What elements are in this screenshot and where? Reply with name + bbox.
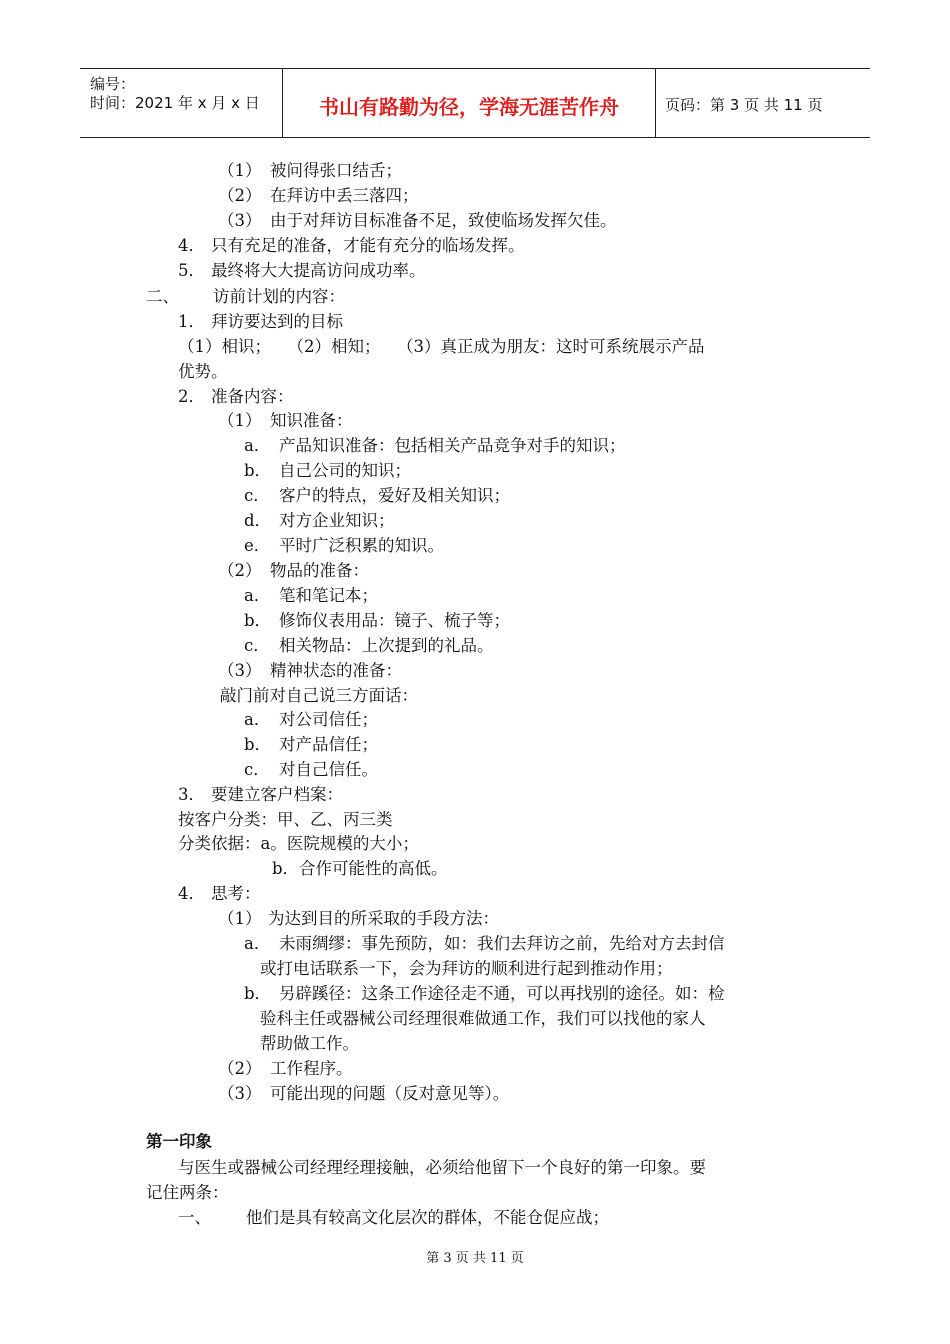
item-marker: 一、 (178, 1208, 211, 1227)
item-marker: （3） (218, 661, 262, 680)
item-text: 对方企业知识； (279, 511, 395, 530)
item-text: 拜访要达到的目标 (211, 312, 343, 331)
body-line (272, 858, 448, 880)
body-line (244, 635, 494, 657)
item-text: 对产品信任； (279, 735, 378, 754)
item-text: 相关物品：上次提到的礼品。 (279, 636, 494, 655)
item-text: 自己公司的知识； (279, 461, 411, 480)
item-marker: a． (244, 710, 271, 729)
item-text: 修饰仪表用品：镜子、梳子等； (279, 611, 510, 630)
item-text: 平时广泛积累的知识。 (279, 536, 444, 555)
body-line (244, 610, 510, 632)
body-line (220, 685, 418, 707)
item-marker: （3） (218, 1084, 262, 1103)
body-line (244, 585, 378, 607)
item-marker: 1． (178, 312, 205, 331)
body-line (244, 734, 378, 756)
body-line (178, 235, 525, 257)
header-right-cell (656, 69, 870, 137)
body-line (218, 410, 353, 432)
body-line (244, 485, 510, 507)
body-line (178, 1207, 609, 1229)
body-line (178, 361, 228, 383)
item-text: 在拜访中丢三落四； (270, 186, 419, 205)
item-text: 验科主任或器械公司经理很难做通工作，我们可以找他的家人 (260, 1009, 706, 1028)
body-line (178, 833, 419, 855)
item-marker: b． (244, 735, 272, 754)
item-text: 按客户分类：甲、乙、丙三类 (178, 810, 393, 829)
document-date: 时间：2021 年 x 月 x 日 (90, 94, 260, 112)
item-text: 对自己信任。 (279, 760, 378, 779)
item-marker: b． (244, 611, 272, 630)
body-line (178, 311, 343, 333)
body-line (218, 1058, 353, 1080)
item-text: 产品知识准备：包括相关产品竞争对手的知识； (279, 436, 626, 455)
body-line (178, 784, 343, 806)
body-line (178, 386, 294, 408)
item-marker: （1） (218, 411, 262, 430)
item-text: 帮助做工作。 (260, 1034, 359, 1053)
body-line (260, 1008, 706, 1030)
item-text: 或打电话联系一下，会为拜访的顺利进行起到推动作用； (260, 959, 673, 978)
item-text: 要建立客户档案： (211, 785, 343, 804)
body-line (218, 1083, 509, 1105)
body-line (218, 908, 499, 930)
document-number-label: 编号： (90, 75, 136, 93)
item-marker: b． (244, 461, 272, 480)
body-line (178, 883, 261, 905)
item-marker: 3． (178, 785, 205, 804)
header-page-info: 页码：第 3 页 共 11 页 (665, 96, 823, 114)
item-marker: （1） (218, 909, 262, 928)
item-marker: （2） (218, 1059, 262, 1078)
body-line (178, 260, 426, 282)
body-line (146, 1182, 229, 1204)
item-text: 可能出现的问题（反对意见等）。 (270, 1084, 510, 1103)
body-line (244, 535, 444, 557)
body-line (218, 160, 402, 182)
body-line (244, 435, 626, 457)
page-header (80, 68, 870, 138)
header-motto: 书山有路勤为径，学海无涯苦作舟 (319, 95, 619, 119)
body-line (218, 560, 369, 582)
item-text: 与医生或器械公司经理经理接触，必须给他留下一个良好的第一印象。要 (178, 1158, 706, 1177)
section-marker: 二、 (146, 287, 179, 306)
item-marker: c． (244, 636, 270, 655)
item-marker: a． (244, 934, 271, 953)
body-line (244, 759, 378, 781)
body-line (244, 709, 378, 731)
item-marker: （3） (218, 211, 262, 230)
item-text: 只有充足的准备，才能有充分的临场发挥。 (211, 236, 525, 255)
header-middle-cell (283, 69, 656, 137)
item-marker: 5． (178, 261, 205, 280)
item-text: 最终将大大提高访问成功率。 (211, 261, 426, 280)
item-marker: a． (244, 586, 271, 605)
item-text: 另辟蹊径：这条工作途径走不通，可以再找别的途径。如：检 (279, 984, 725, 1003)
item-marker: d． (244, 511, 272, 530)
item-text: 准备内容： (211, 387, 294, 406)
section-title: 访前计划的内容： (213, 287, 345, 306)
item-text: 为达到目的所采取的手段方法： (268, 909, 499, 928)
item-text: 他们是具有较高文化层次的群体，不能仓促应战； (246, 1208, 609, 1227)
item-text: b．合作可能性的高低。 (272, 859, 448, 878)
body-line (218, 185, 419, 207)
item-text: 对公司信任； (279, 710, 378, 729)
body-line (218, 210, 617, 232)
item-marker: （1） (218, 161, 262, 180)
item-marker: c． (244, 486, 270, 505)
item-marker: e． (244, 536, 271, 555)
page-footer: 第 3 页 共 11 页 (426, 1251, 524, 1266)
item-text: 物品的准备： (270, 561, 369, 580)
item-marker: b． (244, 984, 272, 1003)
section-title-first-impression: 第一印象 (146, 1132, 212, 1151)
item-marker: a． (244, 436, 271, 455)
item-text: 记住两条： (146, 1183, 229, 1202)
item-text: 精神状态的准备： (270, 661, 402, 680)
body-line (178, 1157, 706, 1179)
item-text: 优势。 (178, 362, 228, 381)
item-marker: c． (244, 760, 270, 779)
item-text: 被问得张口结舌； (270, 161, 402, 180)
item-text: 敲门前对自己说三方面话： (220, 686, 418, 705)
item-text: 由于对拜访目标准备不足，致使临场发挥欠佳。 (270, 211, 617, 230)
body-line (244, 510, 395, 532)
body-line (244, 933, 725, 955)
item-text: （1）相识； （2）相知； （3）真正成为朋友：这时可系统展示产品 (178, 337, 705, 356)
item-text: 分类依据：a。医院规模的大小； (178, 834, 419, 853)
item-text: 未雨绸缪：事先预防，如：我们去拜访之前，先给对方去封信 (279, 934, 725, 953)
item-marker: （2） (218, 186, 262, 205)
item-marker: 4． (178, 236, 205, 255)
body-line (260, 958, 673, 980)
item-text: 思考： (211, 884, 261, 903)
section-heading (146, 286, 345, 308)
item-text: 工作程序。 (270, 1059, 353, 1078)
body-line (218, 660, 402, 682)
item-text: 客户的特点，爱好及相关知识； (279, 486, 510, 505)
body-line (244, 460, 411, 482)
header-left-cell (80, 69, 283, 137)
body-line (244, 983, 725, 1005)
body-line (260, 1033, 359, 1055)
item-marker: （2） (218, 561, 262, 580)
item-text: 笔和笔记本； (279, 586, 378, 605)
body-line (178, 809, 393, 831)
item-marker: 4． (178, 884, 205, 903)
body-line (178, 336, 705, 358)
item-marker: 2． (178, 387, 205, 406)
item-text: 知识准备： (270, 411, 353, 430)
